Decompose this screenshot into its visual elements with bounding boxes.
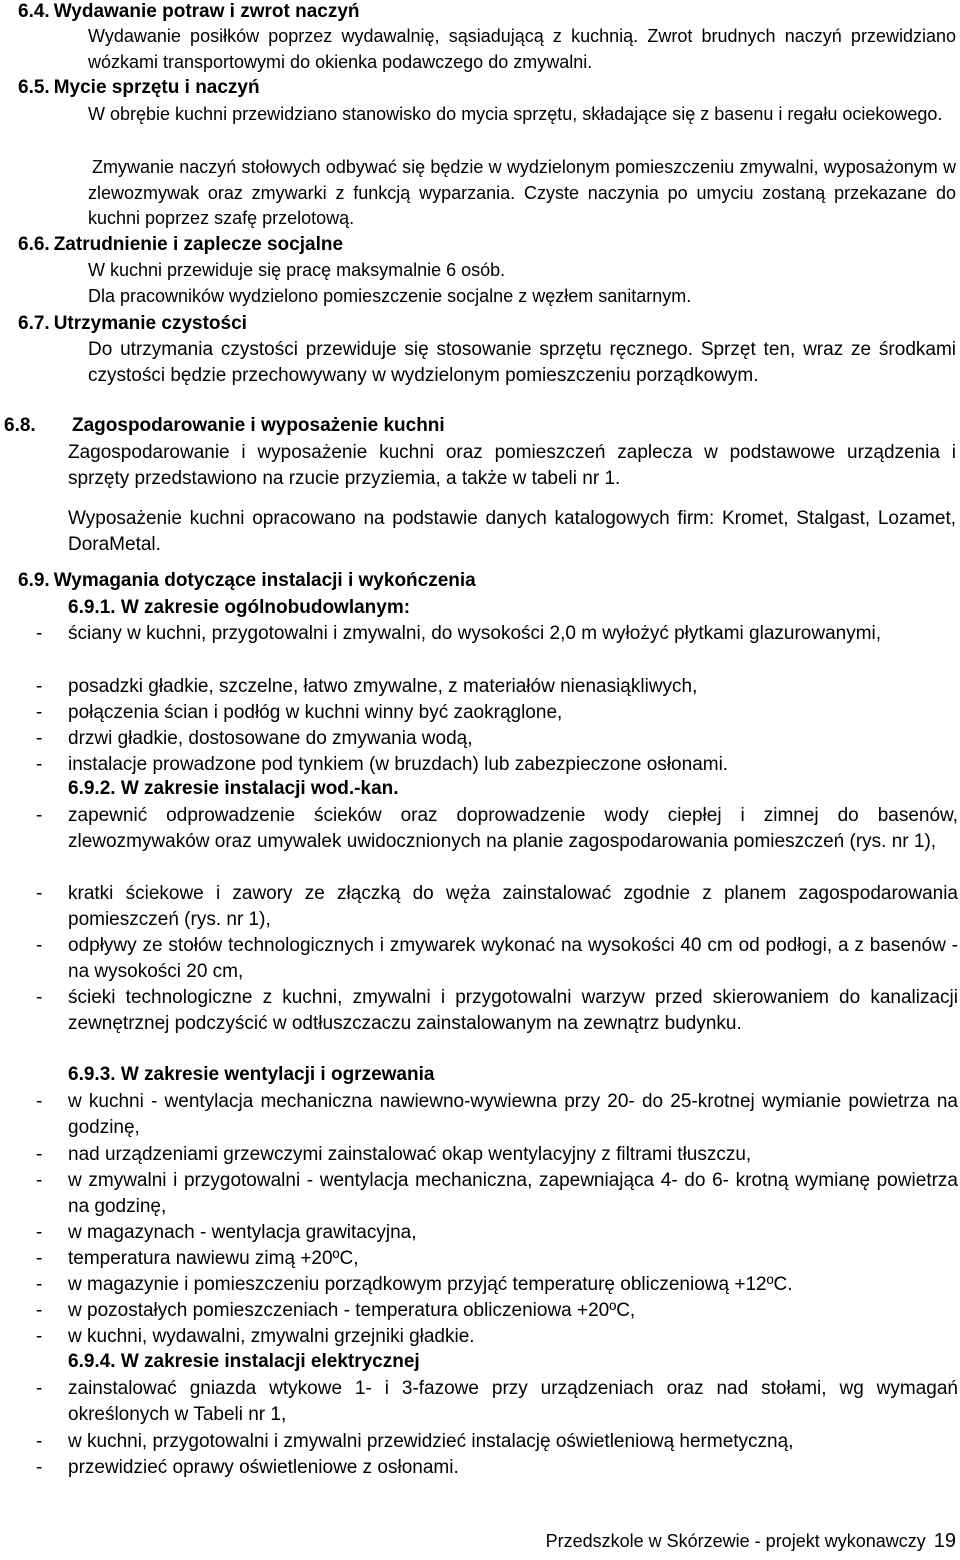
heading-number: 6.9.: [18, 570, 50, 591]
list-item: - w kuchni, przygotowalni i zmywalni przewidzieć instalację oświetleniową hermetyczną,: [36, 1429, 958, 1455]
list-item: - drzwi gładkie, dostosowane do zmywania wodą,: [36, 726, 958, 752]
bullet-dash: -: [36, 1248, 43, 1269]
footer-text: Przedszkole w Skórzewie - projekt wykonawczy: [545, 1531, 926, 1551]
bullet-dash: -: [36, 883, 43, 904]
list-item: - temperatura nawiewu zimą +20ºC,: [36, 1246, 958, 1272]
bullet-dash: -: [36, 702, 43, 723]
heading-6-4: [18, 0, 360, 24]
list-item: - odpływy ze stołów technologicznych i zmywarek wykonać na wysokości 40 cm od podłogi, a z basenów - na wysokości 20 cm,: [36, 935, 958, 982]
list-item: - zapewnić odprowadzenie ścieków oraz doprowadzenie wody ciepłej i zimnej do basenów, zlewozmywaków oraz umywalek uwidocznionych na planie zagospodarowania pomieszczeń (rys. nr 1),: [36, 805, 958, 852]
heading-title: Wydawanie potraw i zwrot naczyń: [53, 1, 360, 22]
list-item: - przewidzieć oprawy oświetleniowe z osłonami.: [36, 1455, 958, 1481]
bullet-dash: -: [36, 1144, 43, 1165]
bullet-dash: -: [36, 935, 43, 956]
heading-title: Zagospodarowanie i wyposażenie kuchni: [72, 415, 445, 436]
heading-title: Zatrudnienie i zaplecze socjalne: [53, 234, 344, 255]
heading-title: Wymagania dotyczące instalacji i wykończenia: [53, 570, 476, 591]
bullet-dash: -: [36, 1431, 43, 1452]
paragraph-6-8-a: Zagospodarowanie i wyposażenie kuchni oraz pomieszczeń zaplecza w podstawowe urządzenia i sprzęty przedstawiono na rzucie przyziemia, a także w tabeli nr 1.: [68, 442, 956, 489]
paragraph-6-6-b: Dla pracowników wydzielono pomieszczenie socjalne z węzłem sanitarnym.: [88, 286, 692, 306]
list-item: - instalacje prowadzone pod tynkiem (w bruzdach) lub zabezpieczone osłonami.: [36, 752, 958, 778]
paragraph-6-5-a: W obrębie kuchni przewidziano stanowisko do mycia sprzętu, składające się z basenu i regału ociekowego.: [88, 104, 943, 124]
heading-number: 6.4.: [18, 1, 50, 22]
list-item: - zainstalować gniazda wtykowe 1- i 3-fazowe przy urządzeniach oraz nad stołami, wg wymagań określonych w Tabeli nr 1,: [36, 1378, 958, 1425]
paragraph-6-4: Wydawanie posiłków poprzez wydawalnię, sąsiadującą z kuchnią. Zwrot brudnych naczyń przewidziano wózkami transportowymi do okienka podawczego do zmywalni.: [88, 26, 956, 72]
page-number: 19: [933, 1530, 956, 1552]
heading-number: 6.5.: [18, 77, 50, 98]
list-item: - ściany w kuchni, przygotowalni i zmywalni, do wysokości 2,0 m wyłożyć płytkami glazurowanymi,: [36, 621, 958, 647]
list-item: - w pozostałych pomieszczeniach - temperatura obliczeniowa +20ºC,: [36, 1298, 958, 1324]
page-footer: [546, 1530, 956, 1553]
list-item: - kratki ściekowe i zawory ze złączką do węża zainstalować zgodnie z planem zagospodarowania pomieszczeń (rys. nr 1),: [36, 883, 958, 930]
list-item: - posadzki gładkie, szczelne, łatwo zmywalne, z materiałów nienasiąkliwych,: [36, 674, 958, 700]
paragraph-6-5-b: Zmywanie naczyń stołowych odbywać się będzie w wydzielonym pomieszczeniu zmywalni, wyposażonym w zlewozmywak oraz zmywarki z funkcją wyparzania. Czyste naczynia po umyciu zostaną przekazane do kuchni poprzez szafę przelotową.: [88, 157, 956, 228]
bullet-dash: -: [36, 1170, 43, 1191]
list-item: - w kuchni - wentylacja mechaniczna nawiewno-wywiewna przy 20- do 25-krotnej wymianie powietrza na godzinę,: [36, 1091, 958, 1138]
heading-6-5: [18, 76, 260, 100]
bullet-dash: -: [36, 728, 43, 749]
list-item: - w magazynie i pomieszczeniu porządkowym przyjąć temperaturę obliczeniową +12ºC.: [36, 1272, 958, 1298]
heading-number: 6.7.: [18, 313, 50, 334]
subheading-6-9-1: 6.9.1. W zakresie ogólnobudowlanym:: [68, 597, 411, 618]
heading-number: 6.8.: [4, 415, 36, 436]
bullet-dash: -: [36, 1091, 43, 1112]
subheading-6-9-4: 6.9.4. W zakresie instalacji elektrycznej: [68, 1351, 420, 1372]
bullet-dash: -: [36, 1457, 43, 1478]
bullet-dash: -: [36, 623, 43, 644]
list-item: - połączenia ścian i podłóg w kuchni winny być zaokrąglone,: [36, 700, 958, 726]
bullet-dash: -: [36, 1222, 43, 1243]
bullet-dash: -: [36, 1274, 43, 1295]
list-item: - w kuchni, wydawalni, zmywalni grzejniki gładkie.: [36, 1324, 958, 1350]
heading-number: 6.6.: [18, 234, 50, 255]
heading-title: Mycie sprzętu i naczyń: [53, 77, 260, 98]
paragraph-6-8-b: Wyposażenie kuchni opracowano na podstawie danych katalogowych firm: Kromet, Stalgast, Lozamet, DoraMetal.: [68, 508, 956, 555]
list-item: - ścieki technologiczne z kuchni, zmywalni i przygotowalni warzyw przed skierowaniem do kanalizacji zewnętrznej podczyścić w odtłuszczaczu zainstalowanym na zewnątrz budynku.: [36, 987, 958, 1034]
subheading-6-9-2: 6.9.2. W zakresie instalacji wod.-kan.: [68, 778, 399, 799]
bullet-dash: -: [36, 1378, 43, 1399]
list-item: - w zmywalni i przygotowalni - wentylacja mechaniczna, zapewniająca 4- do 6- krotną wymianę powietrza na godzinę,: [36, 1170, 958, 1217]
bullet-dash: -: [36, 805, 43, 826]
heading-6-7: [18, 312, 247, 336]
bullet-dash: -: [36, 987, 43, 1008]
list-item: - w magazynach - wentylacja grawitacyjna,: [36, 1220, 958, 1246]
bullet-dash: -: [36, 1300, 43, 1321]
bullet-dash: -: [36, 676, 43, 697]
bullet-dash: -: [36, 754, 43, 775]
heading-6-8: [4, 414, 445, 438]
paragraph-6-6-a: W kuchni przewiduje się pracę maksymalnie 6 osób.: [88, 260, 506, 280]
heading-6-9: [18, 569, 476, 593]
paragraph-6-7: Do utrzymania czystości przewiduje się stosowanie sprzętu ręcznego. Sprzęt ten, wraz ze środkami czystości będzie przechowywany w wydzielonym pomieszczeniu porządkowym.: [88, 339, 956, 386]
heading-title: Utrzymanie czystości: [53, 313, 247, 334]
heading-6-6: [18, 233, 343, 257]
list-item: - nad urządzeniami grzewczymi zainstalować okap wentylacyjny z filtrami tłuszczu,: [36, 1142, 958, 1168]
bullet-dash: -: [36, 1326, 43, 1347]
subheading-6-9-3: 6.9.3. W zakresie wentylacji i ogrzewania: [68, 1064, 435, 1085]
